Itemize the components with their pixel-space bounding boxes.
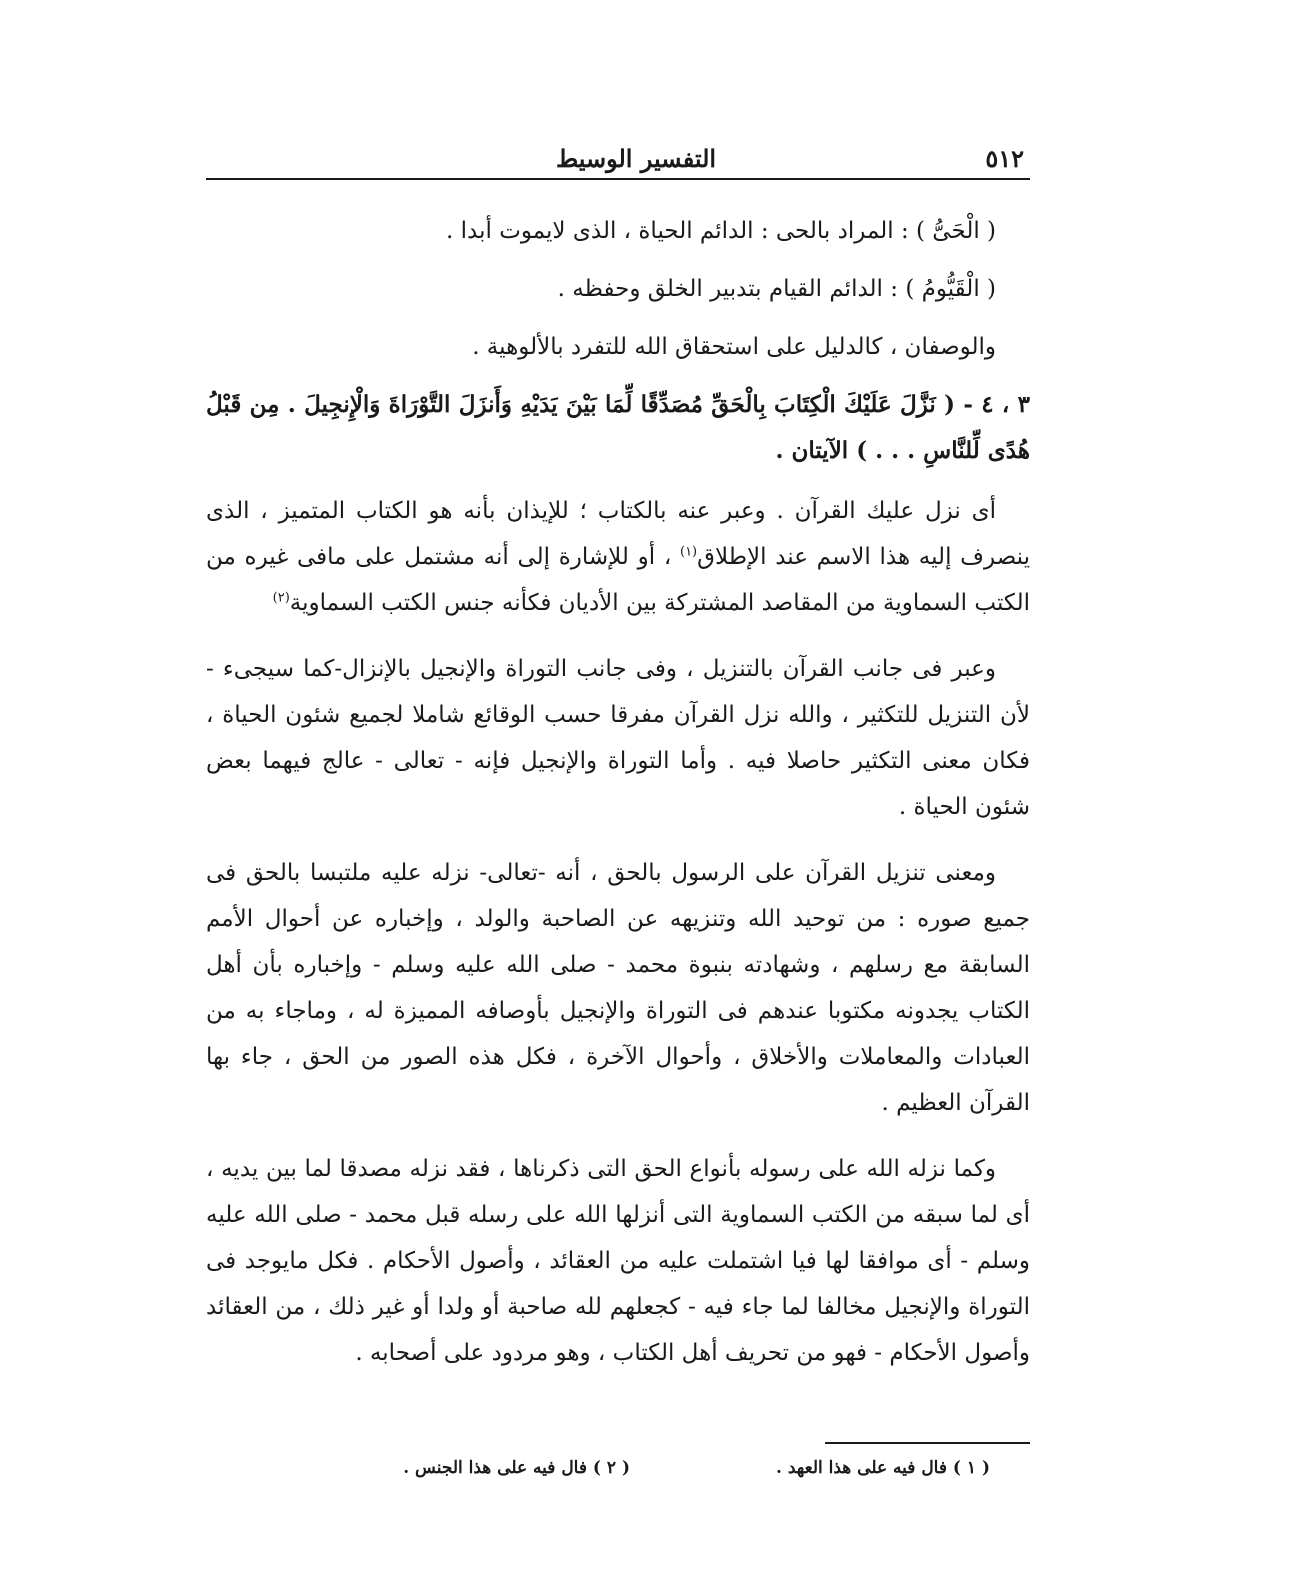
paragraph-4: وكما نزله الله على رسوله بأنواع الحق التى ذكرناها ، فقد نزله مصدقا لما بين يديه ، أى لما سبقه من الكتب السماوية التى أنزلها الله على رسله قبل محمد - صلى الله عليه وسلم - أى موافقا لها فيا اشتملت عليه من العقائد ، وأصول الأحكام . فكل مايوجد فى التوراة والإنجيل مخالفا لما جاء فيه - كجعلهم لله صاحبة أو ولدا أو غير ذلك ، من العقائد وأصول الأحكام - فهو من تحريف أهل الكتاب ، وهو مردود على أصحابه . [206,1156,1030,1366]
intro-line: والوصفان ، كالدليل على استحقاق الله للتفرد بالألوهية . [472,334,996,360]
page-header [206,140,1030,180]
page-number: ٥١٢ [985,144,1024,173]
verse-numbers: ٣ ، ٤ - [963,391,1030,418]
definition-text: : المراد بالحى : الدائم الحياة ، الذى لايموت أبدا . [446,218,909,244]
footnote-marker: ( ١ ) [952,1458,990,1478]
paragraph-text: أى نزل عليك القرآن . وعبر عنه بالكتاب ؛ للإيذان بأنه هو الكتاب المتميز ، الذى ينصرف إليه هذا الاسم عند الإطلاق [206,498,1030,570]
footnote-ref-1: (١) [679,544,698,560]
paragraph-1 [206,488,1030,626]
footnotes [206,1458,990,1488]
footnote-2 [403,1458,630,1478]
footnote-text: فال فيه على هذا العهد . [776,1458,947,1478]
definition-hayy [206,208,1030,254]
paragraph-3: ومعنى تنزيل القرآن على الرسول بالحق ، أنه -تعالى- نزله عليه ملتبسا بالحق فى جميع صوره : من توحيد الله وتنزيهه عن الصاحبة والولد ، وإخباره عن أحوال الأمم السابقة مع رسلهم ، وشهادته بنبوة محمد - صلى الله عليه وسلم - وإخباره بأن أهل الكتاب يجدونه مكتوبا عندهم فى التوراة والإنجيل بأوصافه المميزة له ، وماجاء به من العبادات والمعاملات والأخلاق ، وأحوال الآخرة ، فكل هذه الصور من الحق ، جاء بها القرآن العظيم . [206,860,1030,1116]
page-body [206,208,1030,1396]
paragraph-text: ، أو للإشارة إلى أنه مشتمل على مافى غيره من الكتب السماوية من المقاصد المشتركة بين الأديان فكأنه جنس الكتب السماوية [206,544,1030,616]
footnote-text: فال فيه على هذا الجنس . [403,1458,587,1478]
definition-term: ( الْقَيُّومُ ) [905,276,996,302]
footnote-divider [825,1442,1030,1444]
verse-text: ( نَزَّلَ عَلَيْكَ الْكِتَابَ بِالْحَقِّ مُصَدِّقًا لِّمَا بَيْنَ يَدَيْهِ وَأَنزَلَ التَّوْرَاةَ وَالْإِنجِيلَ . مِن قَبْلُ هُدًى لِّلنَّاسِ . . . ) الآيتان . [206,391,1030,464]
book-title: التفسير الوسيط [555,144,717,173]
footnote-ref-2: (٢) [272,590,290,606]
quran-verse [206,382,1030,474]
footnote-marker: ( ٢ ) [592,1458,630,1478]
definition-term: ( الْحَىُّ ) [916,218,996,244]
definition-text: : الدائم القيام بتدبير الخلق وحفظه . [557,276,899,302]
footnote-1 [776,1458,990,1478]
definition-qayyum [206,266,1030,312]
paragraph-2: وعبر فى جانب القرآن بالتنزيل ، وفى جانب التوراة والإنجيل بالإنزال-كما سيجىء - لأن التنزيل للتكثير ، والله نزل القرآن مفرقا حسب الوقائع شاملا لجميع شئون الحياة ، فكان معنى التكثير حاصلا فيه . وأما التوراة والإنجيل فإنه - تعالى - عالج فيهما بعض شئون الحياة . [206,656,1030,820]
